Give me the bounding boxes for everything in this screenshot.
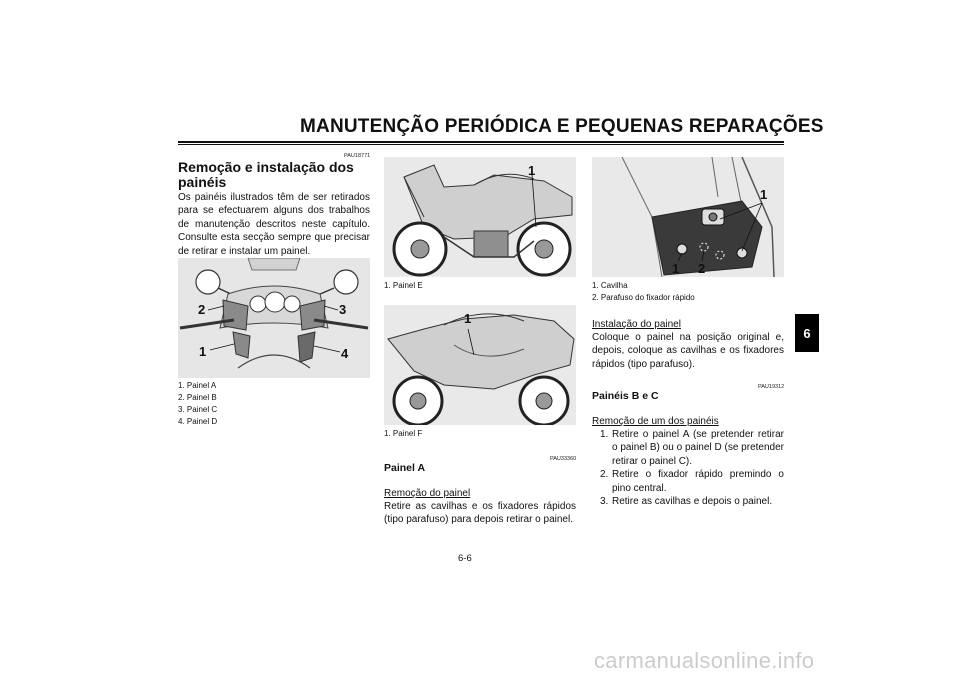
step-number: 1.	[600, 429, 609, 440]
step-number: 2.	[600, 469, 609, 481]
section-code: PAU19312	[758, 384, 785, 390]
header-rule	[178, 141, 784, 143]
callout-1: 1	[464, 311, 472, 326]
callout-1: 1	[199, 344, 207, 359]
caption-item: 1. Painel A	[178, 381, 217, 390]
panel-a-heading: Painel A	[384, 462, 426, 474]
motorcycle-left-illustration	[384, 157, 576, 277]
motorcycle-right-illustration	[384, 305, 576, 425]
chapter-tab: 6	[795, 314, 819, 352]
figure-panels-a-d	[178, 258, 370, 378]
figure-captions-fasteners	[592, 280, 695, 304]
removal-steps-list	[592, 428, 784, 508]
callout-1: 1	[528, 163, 536, 178]
section-heading-line-2: painéis	[178, 174, 227, 190]
callout-1: 1	[760, 187, 768, 202]
figure-caption-f: 1. Painel F	[384, 429, 423, 438]
figure-panel-f	[384, 305, 576, 425]
callout-1: 1	[672, 261, 680, 276]
callout-2: 2	[198, 302, 206, 317]
step-text: Retire o fixador rápido premindo o pino central.	[612, 469, 784, 494]
list-item	[592, 468, 784, 495]
step-text: Retire as cavilhas e depois o painel.	[612, 496, 773, 508]
installation-paragraph: Coloque o painel na posição original e, depois, coloque as cavilhas e os fixadores rápidos (tipo parafuso).	[592, 332, 784, 370]
figure-panel-e	[384, 157, 576, 277]
watermark: carmanualsonline.info	[594, 648, 815, 673]
section-heading	[178, 160, 378, 190]
page-number: 6-6	[458, 553, 472, 564]
section-code: PAU18771	[344, 153, 371, 159]
step-text: Retire o painel A (se pretender retirar o painel B) ou o painel D (se pretender retirar o painel C).	[612, 429, 784, 467]
caption-item: 1. Cavilha	[592, 281, 628, 290]
section-code: PAU33360	[550, 456, 577, 462]
callout-3: 3	[339, 302, 347, 317]
section-heading-line-1: Remoção e instalação dos	[178, 159, 354, 175]
figure-captions-a-d	[178, 380, 217, 428]
caption-item: 2. Parafuso do fixador rápido	[592, 293, 695, 302]
step-number: 3.	[600, 496, 609, 508]
caption-item: 4. Painel D	[178, 417, 218, 426]
intro-paragraph: Os painéis ilustrados têm de ser retirados para se efectuarem alguns dos trabalhos de manutenção descritos neste capítulo. Consulte esta secção sempre que precisar de retirar e instalar um painel.	[178, 192, 370, 257]
panel-a-removal-paragraph: Retire as cavilhas e os fixadores rápidos (tipo parafuso) para depois retirar o painel.	[384, 501, 576, 526]
callout-4: 4	[341, 346, 349, 361]
panel-fastener-illustration	[592, 157, 784, 277]
panel-a-removal-subheading: Remoção do painel	[384, 488, 471, 499]
panels-b-c-heading: Painéis B e C	[592, 390, 659, 402]
list-item	[592, 495, 784, 508]
caption-item: 3. Painel C	[178, 405, 218, 414]
callout-2: 2	[698, 261, 706, 276]
panels-b-c-removal-subheading: Remoção de um dos painéis	[592, 416, 719, 427]
caption-item: 2. Painel B	[178, 393, 217, 402]
list-item	[592, 428, 784, 468]
figure-fasteners	[592, 157, 784, 277]
installation-subheading: Instalação do painel	[592, 319, 681, 330]
page-title: MANUTENÇÃO PERIÓDICA E PEQUENAS REPARAÇÕES	[300, 116, 824, 137]
figure-caption-e: 1. Painel E	[384, 281, 423, 290]
header-rule-thin	[178, 144, 784, 145]
